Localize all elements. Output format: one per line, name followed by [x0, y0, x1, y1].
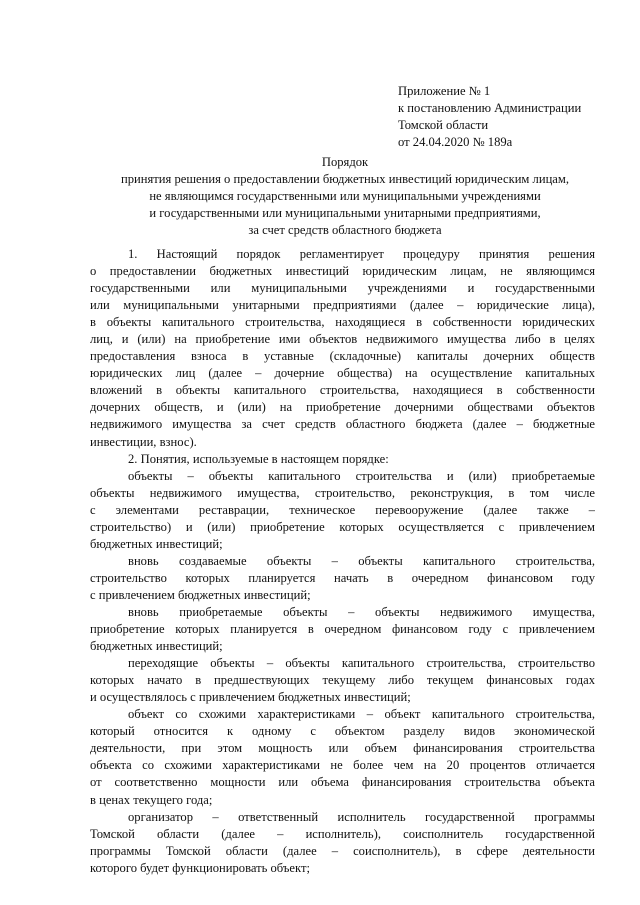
paragraph [90, 604, 595, 655]
appendix-decree-reference: к постановлению Администрации [398, 101, 582, 115]
paragraph-line: бюджетных инвестиций; [90, 536, 223, 551]
appendix-header [398, 83, 628, 151]
appendix-date-number: от 24.04.2020 № 189а [398, 135, 513, 149]
paragraph-line: в объекты капитального строительства, находящиеся в собственности юридических [90, 315, 595, 330]
paragraph-line: объекты недвижимого имущества, строительство, реконструкция, в том числе [90, 485, 595, 500]
paragraph [90, 451, 595, 468]
paragraph-line: юридических лиц (далее – дочерние общества) на осуществление капитальных [90, 366, 595, 381]
paragraph-line: государственными или муниципальными учреждениями и государственными [90, 281, 595, 296]
paragraph-line: с элементами реставрации, техническое перевооружение (далее также – [90, 502, 595, 517]
paragraph-line: предоставления взноса в уставные (складочные) капиталы дочерних обществ [90, 349, 595, 364]
paragraph-line: приобретение которых планируется в очередном финансовом году с привлечением [90, 622, 595, 637]
paragraph [90, 553, 595, 604]
paragraph-line: вновь создаваемые объекты – объекты капитального строительства, [128, 553, 595, 568]
paragraph-line: бюджетных инвестиций; [90, 639, 223, 654]
paragraph-line: от соответственно мощности или объема финансирования строительства объекта [90, 775, 595, 790]
paragraph-line: объекта со схожими характеристиками не более чем на 20 процентов отличается [90, 758, 595, 773]
paragraph-line: строительство) и (или) приобретение которых осуществляется с привлечением [90, 519, 595, 534]
paragraph-line: дочерних обществ, и (или) на приобретение дочерними обществами объектов [90, 400, 595, 415]
paragraph-line: строительство которых планируется начать в очередном финансовом году [90, 570, 595, 585]
paragraph-line: и осуществлялось с привлечением бюджетных инвестиций; [90, 690, 411, 705]
appendix-region: Томской области [398, 118, 489, 132]
title-heading: Порядок [321, 155, 369, 169]
paragraph-line: Томской области (далее – исполнитель), соисполнитель государственной [90, 826, 595, 841]
paragraph-line: программы Томской области (далее – соисполнитель), в сфере деятельности [90, 843, 595, 858]
paragraph-line: вновь приобретаемые объекты – объекты недвижимого имущества, [128, 604, 595, 619]
paragraph [90, 655, 595, 706]
paragraph [90, 706, 595, 808]
paragraph-line: переходящие объекты – объекты капитального строительства, строительство [128, 656, 595, 671]
title-line: не являющимся государственными или муниципальными учреждениями [149, 189, 541, 203]
appendix-number: Приложение № 1 [398, 84, 491, 98]
paragraph-line: инвестиции, взнос). [90, 434, 197, 449]
paragraph-line: вложений в объекты капитального строительства, находящиеся в собственности [90, 383, 595, 398]
document-body [90, 246, 595, 877]
paragraph-line: в ценах текущего года; [90, 792, 213, 807]
paragraph-line: 2. Понятия, используемые в настоящем порядке: [128, 451, 389, 466]
title-line: принятия решения о предоставлении бюджетных инвестиций юридическим лицам, [120, 172, 570, 186]
paragraph-line: с привлечением бюджетных инвестиций; [90, 587, 311, 602]
paragraph-line: 1. Настоящий порядок регламентирует процедуру принятия решения [128, 247, 595, 261]
paragraph-line: о предоставлении бюджетных инвестиций юридическим лицам, не являющимся [90, 264, 595, 279]
paragraph-line: которого будет функционировать объект; [90, 860, 310, 875]
title-line: за счет средств областного бюджета [248, 223, 442, 237]
paragraph-line: которых начато в предшествующих текущему либо текущем финансовых годах [90, 673, 595, 688]
paragraph-line: который относится к одному с объектом разделу видов экономической [90, 724, 595, 739]
paragraph [90, 809, 595, 877]
paragraph-line: организатор – ответственный исполнитель государственной программы [128, 809, 595, 824]
paragraph-line: объекты – объекты капитального строительства и (или) приобретаемые [128, 468, 595, 483]
document-title [80, 154, 610, 239]
paragraph [90, 468, 595, 553]
paragraph-line: или муниципальными унитарными предприятиями (далее – юридические лица), [90, 298, 595, 313]
paragraph-line: лиц, и (или) на приобретение ими объектов недвижимого имущества либо в целях [90, 332, 595, 347]
title-line: и государственными или муниципальными унитарными предприятиями, [149, 206, 541, 220]
paragraph [90, 246, 595, 451]
paragraph-line: объект со схожими характеристиками – объект капитального строительства, [128, 707, 595, 722]
paragraph-line: деятельности, при этом мощность или объем финансирования строительства [90, 741, 595, 756]
paragraph-line: недвижимого имущества за счет средств областного бюджета (далее – бюджетные [90, 417, 595, 432]
